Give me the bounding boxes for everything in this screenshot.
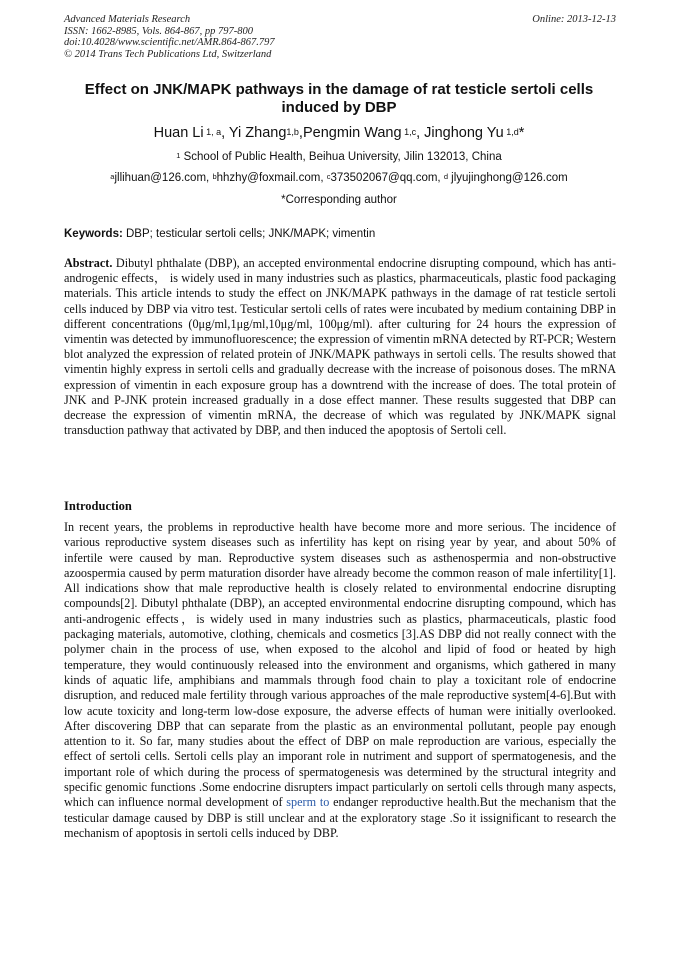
doi-line: doi:10.4028/www.scientific.net/AMR.864-867.797 (64, 37, 275, 48)
author-list: Huan Li $^{1, a}$, Yi Zhang$^{1,b}$,Pengmin Wang $^{1,c}$, Jinghong Yu $^{1,d}$* (153, 125, 525, 141)
corresponding-author-note: *Corresponding author (281, 194, 397, 206)
introduction-text: In recent years, the problems in reproductive health have become more and more serious. The incidence of various reproductive system diseases such as infertility has kept on rising year by year, and about 50% of infertile were caused by man. Reproductive system diseases such as asthenospermia and non-obstructive azoospermia caused by perm maturation disorder have already become the common reason of male infertility[1]. All indications show that male reproductive health is closely related to environmental endocrine disrupting compounds[2]. Dibutyl phthalate (DBP), an accepted environmental endocrine disrupting compound, which has anti-androgenic effects，is widely used in many industries such as plastics, pharmaceuticals, plastic food packaging materials, automotive, clothing, chemicals and cosmetics [3].AS DBP did not really connect with the polymer chain in the process of use, when exposed to the alcohol and lipid of food or heated by high temperature, they would continuously released into the environment and organisms, which gathered in many kinds of aquatic life, amphibians and mammals through food chain to play a toxicitant role of endocrine disruption, and reduced male fertility through various approaches of the male reproductive system[4-6].But with low acute toxicity and long-term low-dose exposure, the adverse effects of human were initially overlooked. After discovering DBP that can separate from the plastic as an environmental pollutant, people pay enough attention to it. So far, many studies about the effect of DBP on male reproduction are various, especially the effect of sertoli cells. Sertoli cells play an imporant role in nutriment and support of spermatogenesis, and the important role of which during the process of spermatogenesis was determined by the structural integrity and specific genomic functions .Some endocrine disrupters impact particularly on sertoli cells through many aspects, which can influence normal development of (64, 520, 616, 810)
author-name: Huan Li (153, 125, 204, 141)
email: jllihuan@126.com, (114, 172, 213, 184)
keywords-text: DBP; testicular sertoli cells; JNK/MAPK; vimentin (122, 228, 376, 240)
paper-title: Effect on JNK/MAPK pathways in the damage of rat testicle sertoli cells induced by DBP (84, 81, 594, 116)
journal-name: Advanced Materials Research (64, 14, 191, 25)
keywords (64, 227, 616, 241)
issn-line: ISSN: 1662-8985, Vols. 864-867, pp 797-800 (64, 25, 253, 37)
email-list (54, 171, 624, 185)
corresponding-mark: * (518, 125, 525, 141)
online-date: Online: 2013-12-13 (532, 14, 616, 25)
email: jlyujinghong@126.com (447, 172, 568, 184)
affiliation (54, 150, 624, 164)
affiliation-sup: 1 (176, 151, 181, 160)
abstract-label: Abstract. (64, 256, 113, 270)
introduction-highlight: sperm to (286, 795, 330, 810)
email-sup: d (443, 172, 448, 181)
copyright-line: © 2014 Trans Tech Publications Ltd, Switzerland (64, 48, 272, 60)
author-name: Pengmin Wang (302, 125, 402, 141)
author-sup: 1, a (203, 127, 222, 137)
journal-header (64, 14, 616, 60)
author-name: Jinghong Yu (424, 125, 504, 141)
section-heading-introduction: Introduction (64, 499, 132, 513)
email-sup: a (110, 172, 115, 181)
email-sup: b (212, 172, 217, 181)
email: 373502067@qq.com, (330, 172, 444, 184)
introduction-body (64, 520, 616, 841)
introduction-text-end: endanger reproductive health.But the mechanism that the testicular damage caused by DBP is still unclear and at the exploratory stage .So it issignificant to research the mechanism of apoptosis in sertoli cells induced by DBP. (64, 795, 616, 840)
author-sup: 1,b (286, 127, 299, 137)
author-name: Yi Zhang (228, 125, 287, 141)
email-sup: c (326, 172, 331, 181)
author-sup: 1,c (401, 127, 417, 137)
email: hhzhy@foxmail.com, (216, 172, 327, 184)
abstract (64, 256, 616, 438)
abstract-text: Dibutyl phthalate (DBP), an accepted environmental endocrine disrupting compound, which has anti-androgenic effects， is widely used in many industries such as plastics, pharmaceuticals, plastic food packaging materials. This article intends to study the effect on JNK/MAPK pathways in the damage of rat testicle sertoli cells induced by DBP via vitro test. Testicular sertoli cells of rates were incubated by medium containing DBP in different concentrations (0μg/ml,1μg/ml,10μg/ml, 100μg/ml). after culturing for 24 hours the expression of vimentin was detected by immunofluorescence; the expression of vimentin mRNA detected by RT-PCR; Western blot analyzed the expression of related protein of JNK/MAPK pathways in sertoli cells. The results showed that vimentin highly express in sertoli cells and gradually decrease with the increase of poisonous doses. The mRNA expression of vimentin in each exposure group has a downtrend with the increase of does. The total protein of JNK and P-JNK protein increased gradually in a dose effect manner. These results suggested that DBP can decrease the expression of vimentin mRNA, the decrease of which was regulated by JNK/MAPK signal transduction pathway that activated by DBP, and then induced the apoptosis of Sertoli cell. (64, 256, 616, 438)
affiliation-text: School of Public Health, Beihua University, Jilin 132013, China (183, 151, 502, 163)
keywords-label: Keywords: (64, 228, 123, 240)
author-sup: 1,d (503, 127, 519, 137)
